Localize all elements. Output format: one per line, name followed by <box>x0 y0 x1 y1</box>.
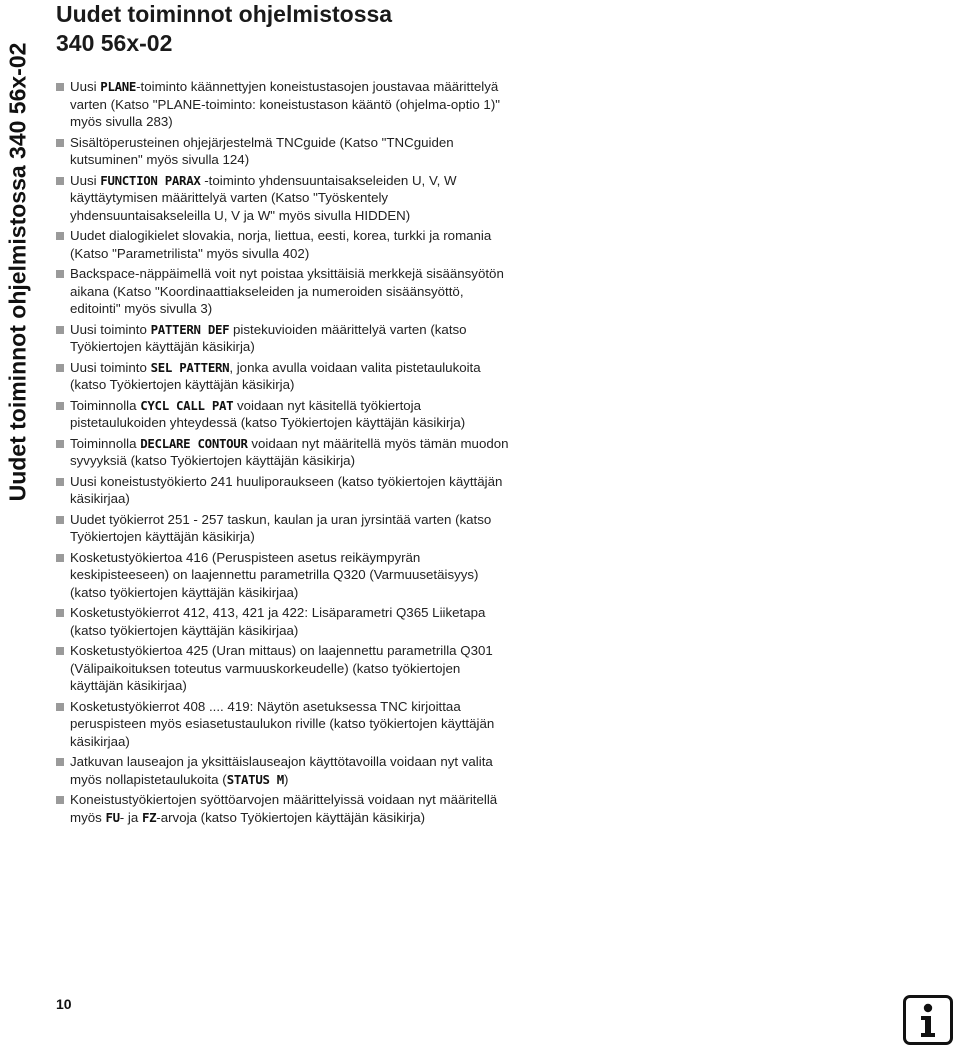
list-item-text: Jatkuvan lauseajon ja yksittäislauseajon käyttötavoilla voidaan nyt valita myös nollapistetaulukoita ( <box>70 754 493 787</box>
list-item-command: DECLARE CONTOUR <box>140 435 248 451</box>
list-item-text: Uusi toiminto <box>70 321 151 337</box>
list-item-text: Uusi toiminto <box>70 359 151 375</box>
list-item-command: FZ <box>141 809 157 825</box>
list-item-command: PATTERN DEF <box>150 321 230 337</box>
list-item-text: -toiminto yhdensuuntaisakseleiden U, V, W käyttäytymisen määrittelyä varten (Katso "Työskentely yhdensuuntaisakseleilla U, V ja W" myös sivulla HIDDEN) <box>70 172 457 223</box>
page-title-line-2: 340 56x-02 <box>56 30 173 56</box>
bullet-square-icon <box>56 440 64 448</box>
list-item <box>56 753 516 788</box>
list-item-text: Kosketustyökiertoa 416 (Peruspisteen asetus reikäympyrän keskipisteeseen) on laajennettu parametrilla Q320 (Varmuusetäisyys) (katso työkiertojen käyttäjän käsikirjaa) <box>70 549 479 600</box>
list-item-text: voidaan nyt määritellä myös tämän muodon syvyyksiä (katso Työkiertojen käyttäjän käsikirja) <box>70 435 509 468</box>
bullet-square-icon <box>56 516 64 524</box>
list-item <box>56 698 516 751</box>
list-item <box>56 134 516 169</box>
list-item <box>56 227 516 262</box>
list-item <box>56 78 516 131</box>
list-item-text: voidaan nyt käsitellä työkiertoja pistetaulukoiden yhteydessä (katso Työkiertojen käyttäjän käsikirja) <box>70 397 466 430</box>
bullet-square-icon <box>56 703 64 711</box>
bullet-square-icon <box>56 758 64 766</box>
bullet-square-icon <box>56 647 64 655</box>
bullet-square-icon <box>56 232 64 240</box>
list-item <box>56 511 516 546</box>
bullet-square-icon <box>56 402 64 410</box>
list-item-command: FU <box>105 809 120 825</box>
list-item-text: -arvoja (katso Työkiertojen käyttäjän käsikirja) <box>156 809 426 825</box>
list-item-text: Uusi <box>70 79 101 94</box>
bullet-square-icon <box>56 554 64 562</box>
list-item <box>56 321 516 356</box>
list-item <box>56 791 516 826</box>
side-tab-label: Uudet toiminnot ohjelmistossa 340 56x-02 <box>4 42 31 502</box>
bullet-square-icon <box>56 364 64 372</box>
page-title-line-1: Uudet toiminnot ohjelmistossa <box>56 1 393 27</box>
list-item-text: Kosketustyökierrot 408 .... 419: Näytön asetuksessa TNC kirjoittaa peruspisteen myös esiasetustaulukon riville (katso työkiertojen käyttäjän käsikirjaa) <box>70 698 495 749</box>
list-item <box>56 172 516 225</box>
list-item-command: PLANE <box>100 79 137 94</box>
list-item <box>56 397 516 432</box>
list-item-text: Uusi <box>70 172 101 188</box>
list-item-command: STATUS M <box>226 771 284 787</box>
page-number: 10 <box>56 996 72 1012</box>
bullet-square-icon <box>56 270 64 278</box>
list-item-text: Uudet työkierrot 251 - 257 taskun, kaulan ja uran jyrsintää varten (katso Työkiertojen käyttäjän käsikirja) <box>70 511 492 544</box>
list-item-text: , jonka avulla voidaan valita pistetaulukoita (katso Työkiertojen käyttäjän käsikirja) <box>70 359 481 392</box>
list-item-text: pistekuvioiden määrittelyä varten (katso Työkiertojen käyttäjän käsikirja) <box>70 321 467 354</box>
list-item-text: ) <box>283 771 289 787</box>
list-item <box>56 642 516 695</box>
bullet-square-icon <box>56 139 64 147</box>
bullet-square-icon <box>56 177 64 185</box>
list-item-command: SEL PATTERN <box>150 359 230 375</box>
list-item-text: Koneistustyökiertojen syöttöarvojen määrittelyissä voidaan nyt määritellä myös <box>70 792 498 825</box>
list-item-text: -toiminto käännettyjen koneistustasojen joustavaa määrittelyä varten (Katso "PLANE-toiminto: koneistustason kääntö (ohjelma-optio 1)" myös sivulla 283) <box>70 79 500 129</box>
list-item-text: Uudet dialogikielet slovakia, norja, liettua, eesti, korea, turkki ja romania (Katso "Parametrilista" myös sivulla 402) <box>70 228 492 261</box>
list-item <box>56 359 516 394</box>
bullet-square-icon <box>56 796 64 804</box>
list-item-text: Toiminnolla <box>70 435 141 451</box>
list-item-text: Uusi koneistustyökierto 241 huuliporaukseen (katso työkiertojen käyttäjän käsikirjaa) <box>70 473 503 506</box>
list-item-text: Sisältöperusteinen ohjejärjestelmä TNCguide (Katso "TNCguiden kutsuminen" myös sivulla 124) <box>70 134 454 167</box>
list-item-text: Kosketustyökierrot 412, 413, 421 ja 422: Lisäparametri Q365 Liiketapa (katso työkiertojen käyttäjän käsikirjaa) <box>70 605 486 638</box>
bullet-square-icon <box>56 83 64 91</box>
list-item-command: FUNCTION PARAX <box>100 172 201 188</box>
bullet-square-icon <box>56 326 64 334</box>
list-item-text: - ja <box>119 809 142 825</box>
list-item <box>56 473 516 508</box>
list-item <box>56 549 516 602</box>
list-item-command: CYCL CALL PAT <box>140 397 234 413</box>
list-item <box>56 265 516 318</box>
feature-list <box>56 78 516 829</box>
side-tab <box>0 0 36 545</box>
page-title <box>56 0 392 58</box>
list-item-text: Backspace-näppäimellä voit nyt poistaa yksittäisiä merkkejä sisäänsyötön aikana (Katso "Koordinaattiakseleiden ja numeroiden sisäänsyöttö, editointi" myös sivulla 3) <box>70 266 504 316</box>
info-icon <box>903 995 953 1045</box>
bullet-square-icon <box>56 478 64 486</box>
bullet-square-icon <box>56 609 64 617</box>
list-item-text: Toiminnolla <box>70 397 141 413</box>
list-item-text: Kosketustyökiertoa 425 (Uran mittaus) on laajennettu parametrilla Q301 (Välipaikoituksen toteutus varmuuskorkeudelle) (katso työkiertojen käyttäjän käsikirjaa) <box>70 643 493 693</box>
list-item <box>56 435 516 470</box>
list-item <box>56 604 516 639</box>
